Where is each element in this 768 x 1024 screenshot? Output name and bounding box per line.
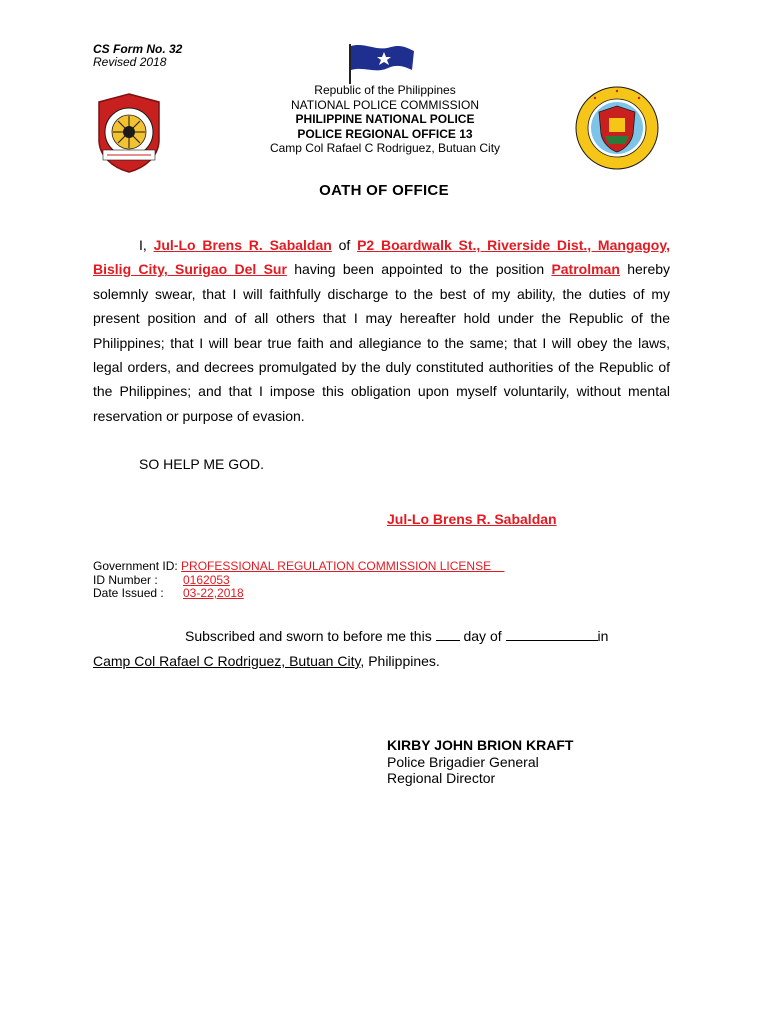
pro13-seal-icon bbox=[575, 86, 659, 170]
jurat-country: , Philippines. bbox=[360, 653, 440, 669]
month-blank bbox=[506, 628, 598, 641]
date-issued-value: 03-22,2018 bbox=[183, 586, 244, 600]
commission-text: NATIONAL POLICE COMMISSION bbox=[290, 97, 480, 112]
form-revised: Revised 2018 bbox=[93, 55, 167, 69]
oath-of: of bbox=[338, 237, 351, 253]
officer-title: Regional Director bbox=[387, 770, 496, 786]
jurat-place: Camp Col Rafael C Rodriguez, Butuan City bbox=[93, 653, 361, 669]
oath-text: hereby solemnly swear, that I will faithfully discharge to the best of my ability, the duties of my present position and of all others that I may hereafter hold under the Republic of the Philippines; that I will bear true faith and allegiance to the same; that I will obey the laws, legal orders, and decrees promulgated by the duly constituted authorities of the Republic of the Philippines; and that I impose this obligation upon myself voluntarily, without mental reservation or purpose of evasion. bbox=[93, 261, 671, 424]
republic-text: Republic of the Philippines bbox=[314, 83, 456, 97]
address-text: Camp Col Rafael C Rodriguez, Butuan City bbox=[269, 141, 501, 155]
flag-icon bbox=[346, 42, 418, 86]
officer-name: KIRBY JOHN BRION KRAFT bbox=[387, 737, 574, 753]
oath-name: Jul-Lo Brens R. Sabaldan bbox=[153, 237, 332, 253]
date-issued-label: Date Issued : bbox=[93, 586, 164, 600]
agency-text: PHILIPPINE NATIONAL POLICE bbox=[295, 112, 475, 126]
office-text: POLICE REGIONAL OFFICE 13 bbox=[297, 126, 473, 141]
jurat-lead: Subscribed and sworn to before me this bbox=[185, 628, 432, 644]
jurat-day-of: day of bbox=[463, 628, 502, 644]
jurat-in: in bbox=[597, 628, 609, 644]
government-id-block bbox=[93, 560, 504, 601]
gov-id-label: Government ID: bbox=[93, 559, 178, 573]
oath-address: P2 Boardwalk St., Riverside Dist., Mangagoy, Bislig City, Surigao Del Sur bbox=[93, 237, 670, 278]
gov-id-value: PROFESSIONAL REGULATION COMMISSION LICENSE bbox=[181, 559, 492, 573]
officer-rank: Police Brigadier General bbox=[387, 753, 539, 770]
id-number-label: ID Number : bbox=[93, 572, 158, 587]
signature-name: Jul-Lo Brens R. Sabaldan bbox=[387, 511, 557, 527]
oath-i: I, bbox=[139, 237, 147, 253]
letterhead bbox=[200, 83, 570, 156]
oath-paragraph bbox=[93, 233, 670, 428]
oath-position: Patrolman bbox=[551, 261, 620, 278]
document-title: OATH OF OFFICE bbox=[319, 182, 449, 199]
pnp-seal-icon bbox=[93, 92, 165, 174]
jurat-paragraph bbox=[93, 624, 670, 674]
so-help-me-god: SO HELP ME GOD. bbox=[139, 456, 264, 472]
id-number-value: 0162053 bbox=[183, 572, 230, 587]
oath-appointed: having been appointed to the position bbox=[294, 261, 545, 278]
day-blank bbox=[436, 628, 460, 641]
form-number: CS Form No. 32 bbox=[93, 42, 183, 56]
officer-block bbox=[387, 737, 573, 787]
